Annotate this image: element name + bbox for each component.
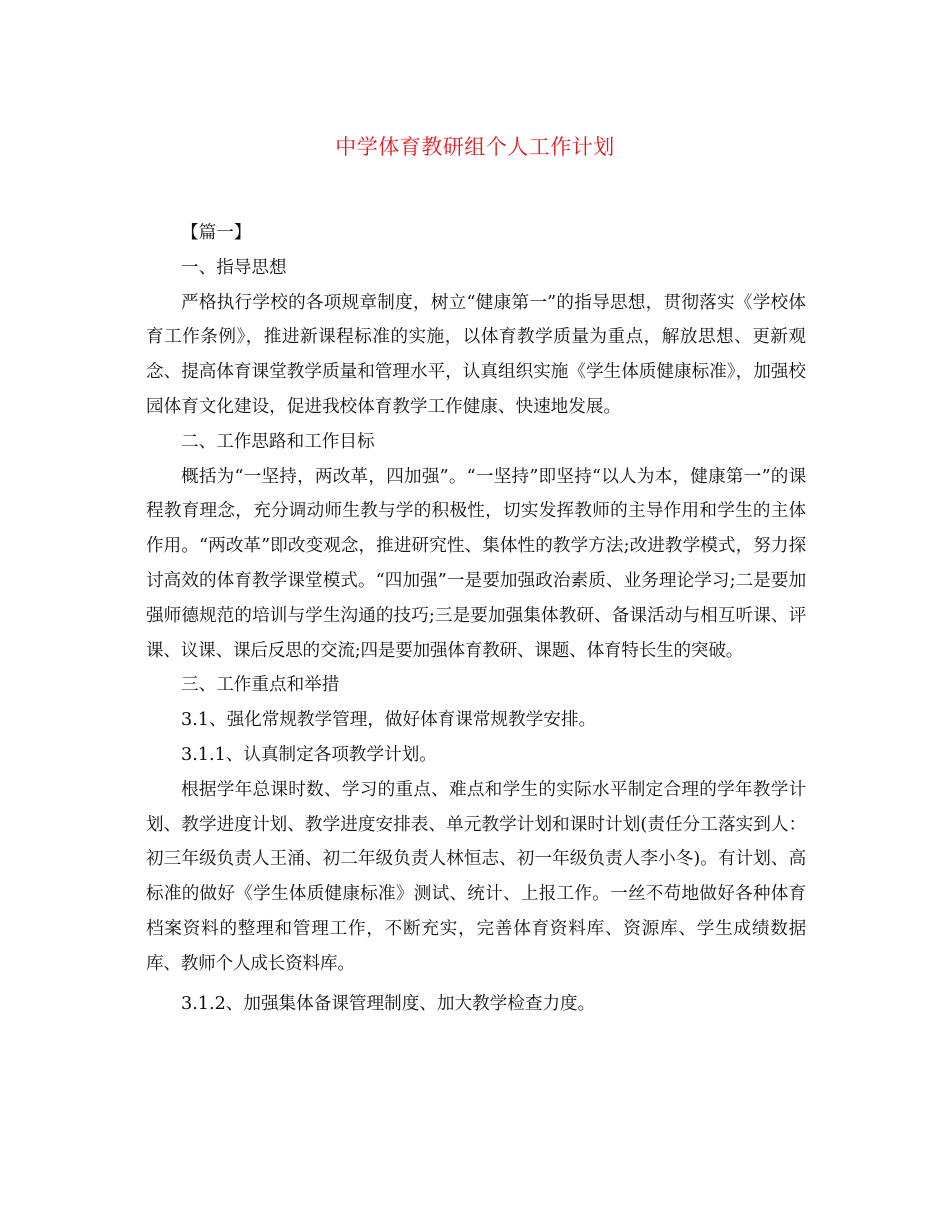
section-heading-key-measures: 三、工作重点和举措 (181, 675, 340, 696)
section-heading-work-goals: 二、工作思路和工作目标 (181, 431, 375, 452)
paragraph-teaching-plans: 根据学年总课时数、学习的重点、难点和学生的实际水平制定合理的学年教学计划、教学进度计划、教学进度安排表、单元教学计划和课时计划(责任分工落实到人：初三年级负责人王涌、初二年级负责人林恒志、初一年级负责人李小冬)。有计划、高标准的做好《学生体质健康标准》测试、统计、上报工作。一丝不苟地做好各种体育档案资料的整理和管理工作，不断充实，完善体育资料库、资源库、学生成绩数据库、教师个人成长资料库。 (146, 779, 806, 974)
section-heading-guiding-ideology: 一、指导思想 (181, 257, 287, 278)
paragraph-guiding-ideology: 严格执行学校的各项规章制度，树立“健康第一”的指导思想，贯彻落实《学校体育工作条例》，推进新课程标准的实施，以体育教学质量为重点，解放思想、更新观念、提高体育课堂教学质量和管理水平，认真组织实施《学生体质健康标准》，加强校园体育文化建设，促进我校体育教学工作健康、快速地发展。 (146, 292, 806, 417)
section-marker: 【篇一】 (181, 223, 252, 243)
subheading-3-1-2: 3.1.2、加强集体备课管理制度、加大教学检查力度。 (181, 993, 596, 1014)
paragraph-work-goals: 概括为“一坚持，两改革，四加强”。“一坚持”即坚持“以人为本，健康第一”的课程教育理念，充分调动师生教与学的积极性，切实发挥教师的主导作用和学生的主体作用。“两改革”即改变观念，推进研究性、集体性的教学方法;改进教学模式，努力探讨高效的体育教学课堂模式。“四加强”一是要加强政治素质、业务理论学习;二是要加强师德规范的培训与学生沟通的技巧;三是要加强集体教研、备课活动与相互听课、评课、议课、课后反思的交流;四是要加强体育教研、课题、体育特长生的突破。 (146, 466, 806, 661)
subheading-3-1: 3.1、强化常规教学管理，做好体育课常规教学安排。 (181, 710, 597, 731)
page-title: 中学体育教研组个人工作计划 (335, 135, 615, 159)
document-body (146, 216, 806, 1021)
subheading-3-1-1: 3.1.1、认真制定各项教学计划。 (181, 744, 437, 765)
